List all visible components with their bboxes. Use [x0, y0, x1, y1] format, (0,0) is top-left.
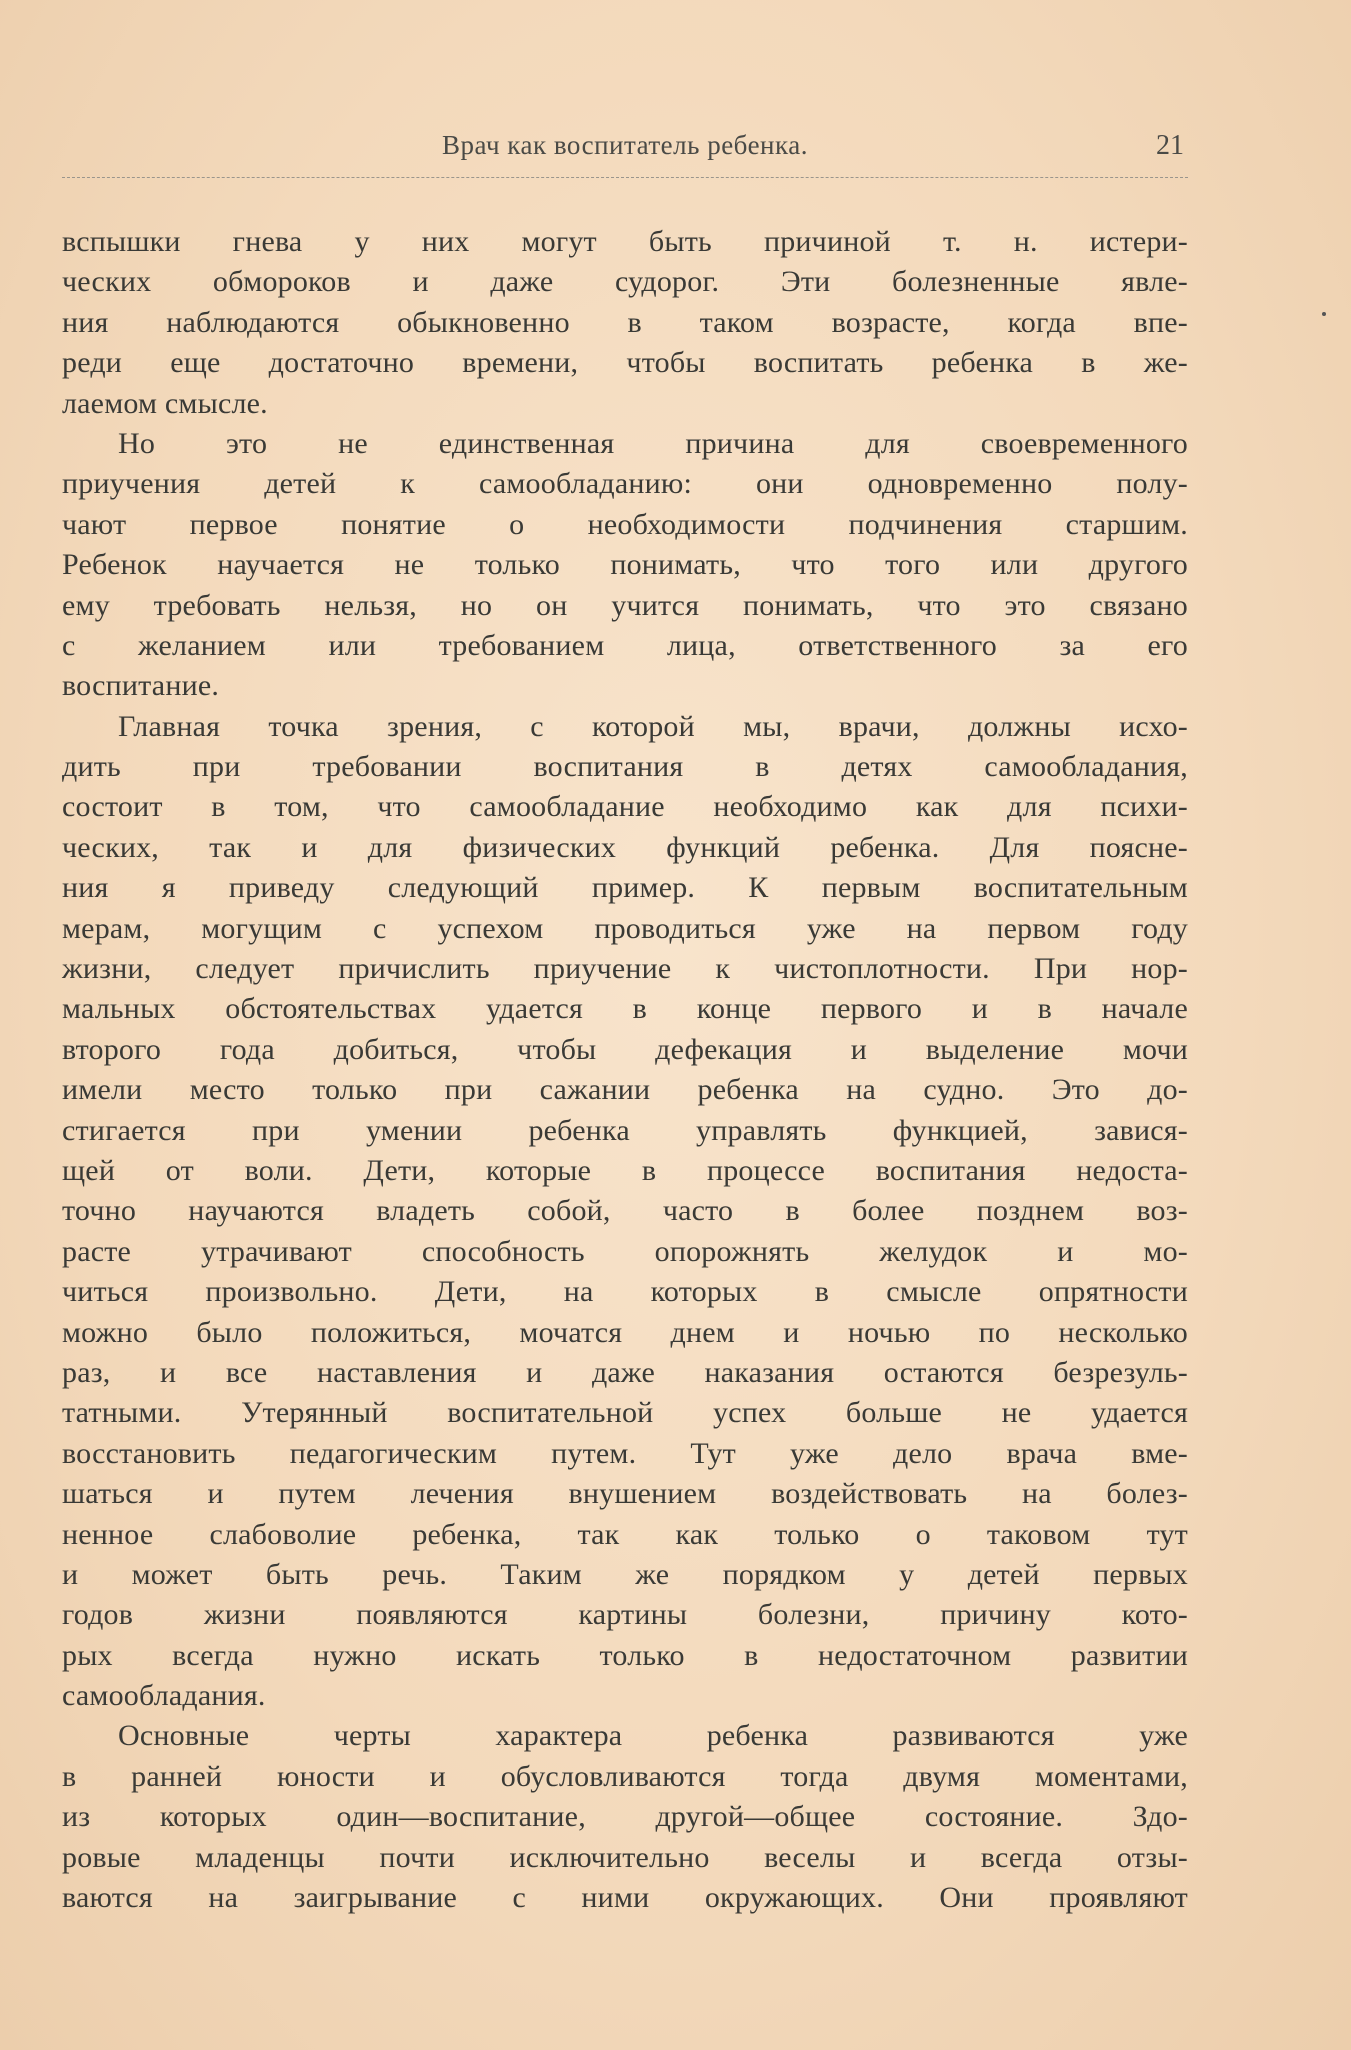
text-line: расте утрачивают способность опорожнять желудок и мо-	[62, 1234, 1188, 1268]
text-line: второго года добиться, чтобы дефекация и выделение мочи	[62, 1032, 1188, 1066]
text-line: Ребенок научается не только понимать, что того или другого	[62, 548, 1188, 582]
text-line: Но это не единственная причина для своевременного	[118, 426, 1188, 460]
text-line: из которых один—воспитание, другой—общее состояние. Здо-	[62, 1800, 1188, 1834]
text-line: Основные черты характера ребенка развиваются уже	[118, 1719, 1188, 1753]
text-line: лаемом смысле.	[62, 386, 268, 420]
text-line: стигается при умении ребенка управлять функцией, завися-	[62, 1113, 1188, 1147]
text-line: и может быть речь. Таким же порядком у детей первых	[62, 1557, 1188, 1591]
text-line: рых всегда нужно искать только в недостаточном развитии	[62, 1638, 1188, 1672]
text-line: жизни, следует причислить приучение к чистоплотности. При нор-	[62, 952, 1188, 986]
text-line: ему требовать нельзя, но он учится понимать, что это связано	[62, 588, 1188, 622]
text-line: ровые младенцы почти исключительно веселы и всегда отзы-	[62, 1840, 1188, 1874]
text-line: самообладания.	[62, 1679, 266, 1713]
text-line: реди еще достаточно времени, чтобы воспитать ребенка в же-	[62, 346, 1188, 380]
text-line: ческих, так и для физических функций ребенка. Для поясне-	[62, 830, 1188, 864]
text-line: мальных обстоятельствах удается в конце первого и в начале	[62, 992, 1188, 1026]
text-line: можно было положиться, мочатся днем и ночью по несколько	[62, 1315, 1188, 1349]
page-number: 21	[1156, 130, 1184, 161]
text-line: ния я приведу следующий пример. К первым воспитательным	[62, 871, 1188, 905]
text-line: шаться и путем лечения внушением воздействовать на болез-	[62, 1477, 1188, 1511]
text-line: щей от воли. Дети, которые в процессе воспитания недоста-	[62, 1153, 1188, 1187]
text-line: татными. Утерянный воспитательной успех больше не удается	[62, 1396, 1188, 1430]
running-head	[62, 130, 1188, 170]
text-line: воспитание.	[62, 669, 220, 703]
text-line: с желанием или требованием лица, ответственного за его	[62, 628, 1188, 662]
text-line: имели место только при сажании ребенка на судно. Это до-	[62, 1073, 1188, 1107]
text-line: вспышки гнева у них могут быть причиной т. н. истери-	[62, 225, 1188, 258]
text-line: мерам, могущим с успехом проводиться уже на первом году	[62, 911, 1188, 945]
text-line: годов жизни появляются картины болезни, причину кото-	[62, 1598, 1188, 1632]
text-line: ваются на заигрывание с ними окружающих. Они проявляют	[62, 1881, 1188, 1915]
text-line: приучения детей к самообладанию: они одновременно полу-	[62, 467, 1188, 501]
text-line: раз, и все наставления и даже наказания остаются безрезуль-	[62, 1355, 1188, 1389]
text-line: читься произвольно. Дети, на которых в смысле опрятности	[62, 1275, 1188, 1309]
text-line: состоит в том, что самообладание необходимо как для психи-	[62, 790, 1188, 824]
body-text	[62, 222, 1188, 1918]
margin-mark	[1322, 312, 1326, 316]
text-line: ненное слабоволие ребенка, так как только о таковом тут	[62, 1517, 1188, 1551]
text-line: чают первое понятие о необходимости подчинения старшим.	[62, 507, 1188, 541]
text-line: восстановить педагогическим путем. Тут уже дело врача вме-	[62, 1436, 1188, 1470]
text-line: ния наблюдаются обыкновенно в таком возрасте, когда впе-	[62, 305, 1188, 339]
text-line: в ранней юности и обусловливаются тогда двумя моментами,	[62, 1759, 1188, 1793]
header-rule	[62, 177, 1188, 178]
text-line: ческих обмороков и даже судорог. Эти болезненные явле-	[62, 265, 1188, 299]
text-line: точно научаются владеть собой, часто в более позднем воз-	[62, 1194, 1188, 1228]
running-title: Врач как воспитатель ребенка.	[442, 130, 808, 160]
text-line: дить при требовании воспитания в детях самообладания,	[62, 750, 1188, 784]
text-line: Главная точка зрения, с которой мы, врачи, должны исхо-	[118, 709, 1188, 743]
